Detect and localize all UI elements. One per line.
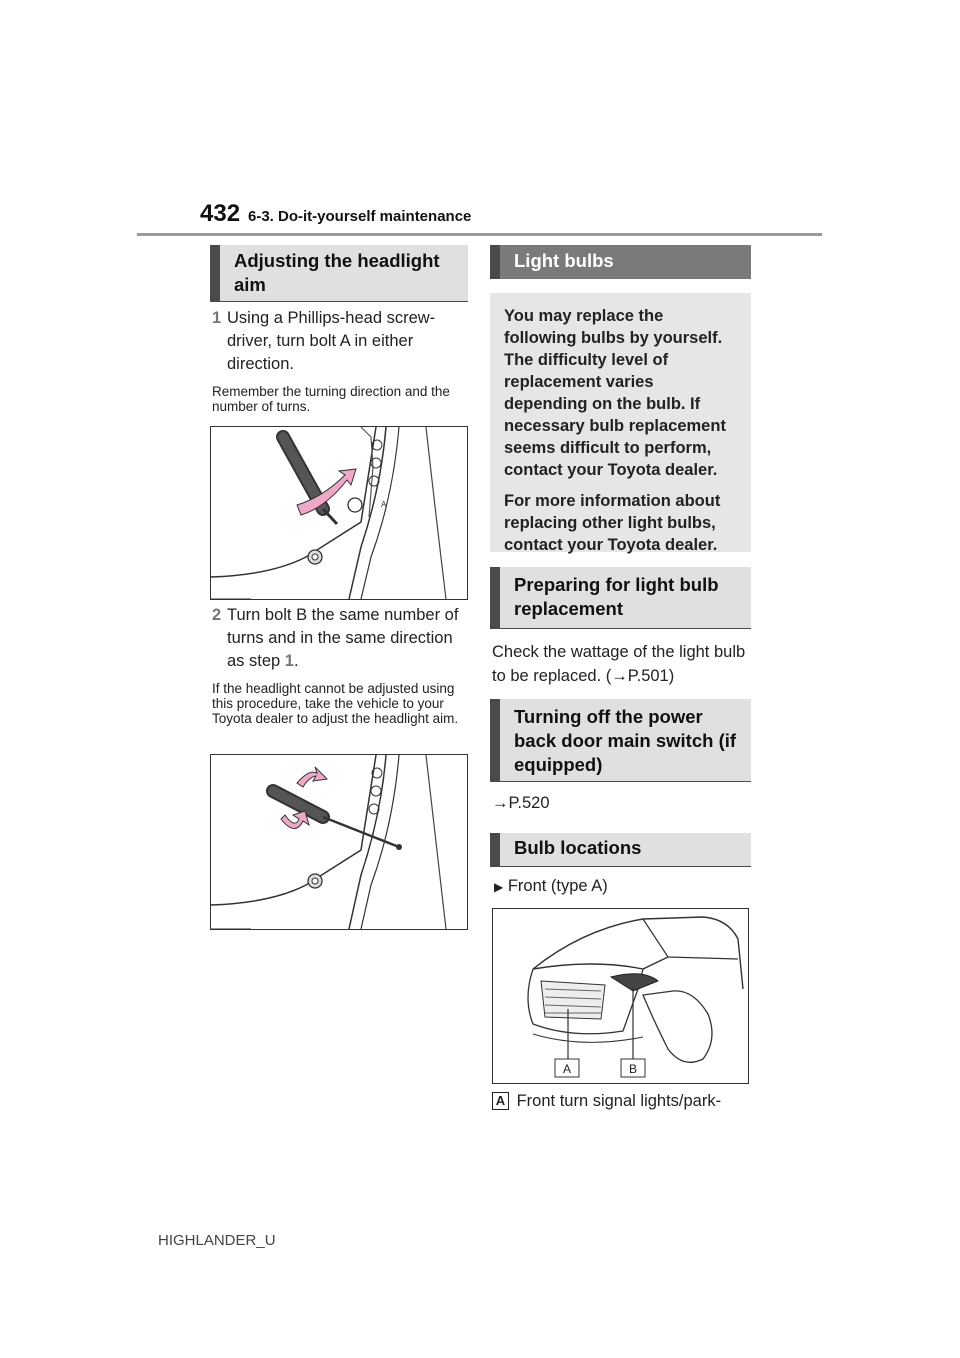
step-2: 2 Turn bolt B the same number of turns and in the same direction as step 1. bbox=[212, 606, 459, 670]
svg-text:A: A bbox=[381, 500, 387, 509]
step-text: Turn bolt B the same number of turns and in the same direction as step bbox=[227, 606, 459, 670]
heading-light-bulbs bbox=[490, 245, 751, 279]
info-box bbox=[490, 293, 751, 552]
car-front-illustration bbox=[493, 909, 748, 1083]
note-turning-direction: Remember the turning direction and the number of turns. bbox=[212, 384, 450, 414]
step-ref: 1 bbox=[284, 652, 294, 670]
front-type-a-text: Front (type A) bbox=[507, 877, 608, 895]
callout-label-a: A bbox=[562, 1062, 572, 1076]
power-page-ref: →P.520 bbox=[492, 794, 550, 812]
heading-text: Preparing for light bulb replacement bbox=[514, 574, 719, 619]
check-wattage-text: Check the wattage of the light bulb to be replaced. (→P.501) bbox=[492, 643, 746, 685]
heading-preparing bbox=[490, 567, 751, 629]
heading-power-back-door bbox=[490, 699, 751, 782]
header-rule bbox=[137, 233, 822, 236]
heading-text: Bulb locations bbox=[514, 837, 642, 858]
info-paragraph-2: For more information about replacing other light bulbs, contact your Toyota dealer. bbox=[504, 492, 721, 554]
page-number: 432 bbox=[200, 200, 241, 227]
caption-label: A bbox=[492, 1092, 509, 1110]
heading-bulb-locations bbox=[490, 833, 751, 867]
front-type-a-item bbox=[494, 874, 608, 899]
step-number: 2 bbox=[212, 606, 222, 624]
bolt-a-illustration bbox=[211, 427, 467, 599]
step-number: 1 bbox=[212, 309, 222, 327]
triangle-bullet-icon: ▶ bbox=[494, 880, 504, 894]
heading-text: Turning off the power back door main switch (if equipped) bbox=[514, 706, 737, 775]
footer-model: HIGHLANDER_U bbox=[158, 1232, 276, 1249]
figure-bolt-b bbox=[210, 754, 468, 930]
bolt-b-illustration bbox=[211, 755, 467, 929]
section-title: 6-3. Do-it-yourself maintenance bbox=[248, 208, 472, 225]
caption-text: Front turn signal lights/park- bbox=[516, 1092, 722, 1110]
note-dealer: If the headlight cannot be adjusted using this procedure, take the vehicle to your Toyota dealer to adjust the headlight aim. bbox=[212, 681, 459, 726]
step-1 bbox=[212, 307, 470, 376]
step-text: Using a Phillips-head screw-driver, turn bolt A in either direction. bbox=[227, 309, 436, 373]
figure-front-car bbox=[492, 908, 749, 1084]
info-paragraph-1: You may replace the following bulbs by yourself. The difficulty level of replacement varies depending on the bulb. If necessary bulb replacement seems difficult to perform, contact your Toyota dealer. bbox=[504, 307, 726, 479]
heading-text: Adjusting the headlight aim bbox=[234, 250, 440, 295]
heading-adjusting-headlight-aim bbox=[210, 245, 468, 302]
heading-text: Light bulbs bbox=[514, 250, 614, 271]
callout-label-b: B bbox=[628, 1062, 638, 1076]
caption-front-turn-signal bbox=[492, 1089, 721, 1113]
figure-bolt-a bbox=[210, 426, 468, 600]
